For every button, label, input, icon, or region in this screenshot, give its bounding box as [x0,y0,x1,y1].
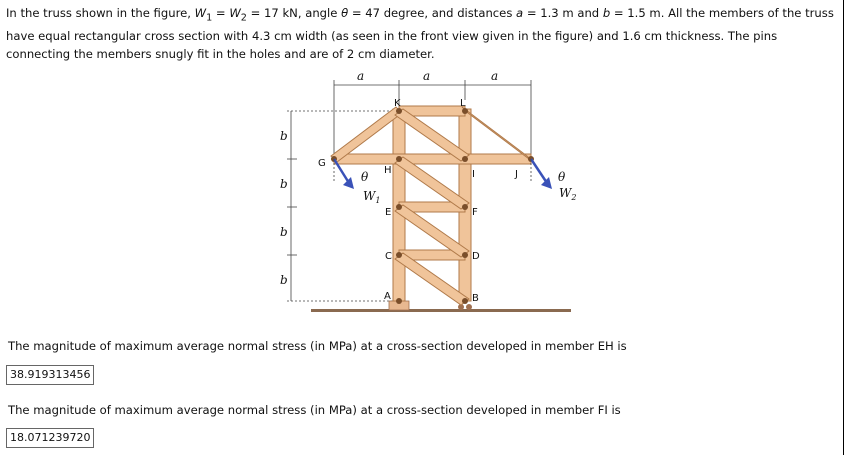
w1-subscript: 1 [206,12,213,24]
problem-statement [6,4,840,63]
member-ed [395,205,469,257]
member-cb [395,253,469,305]
problem-text: = 17 kN, angle [246,6,342,20]
theta-right: θ [558,170,566,184]
b-symbol: b [602,6,611,20]
question-fi: The magnitude of maximum average normal stress (in MPa) at a cross-section developed in member FI is [8,403,621,417]
answer-eh-field[interactable]: 38.919313456 [6,365,94,385]
node-h: H [384,165,392,176]
load-w2: $W_2$ [559,186,577,202]
problem-text: = [212,6,230,20]
problem-text: = 1.3 m and [523,6,603,20]
dim-b-4: b [280,273,288,287]
node-k: K [394,98,401,109]
node-f: F [472,207,478,218]
w1-symbol: W [194,6,207,20]
w2-subscript: 2 [240,12,247,24]
member-hf [395,157,469,209]
theta-symbol: θ [341,6,349,20]
node-i: I [472,169,475,180]
truss-diagram [271,65,582,330]
dim-a-2: a [423,69,431,83]
problem-text: In the truss shown in the figure, [6,6,195,20]
dim-a-1: a [357,69,365,83]
node-l: L [460,98,466,109]
dim-a-3: a [491,69,499,83]
dim-b-1: b [280,129,288,143]
dim-b-3: b [280,225,288,239]
a-symbol: a [516,6,524,20]
truss-members [331,106,533,305]
arrow-w1-head [343,177,354,189]
theta-left: θ [361,170,369,184]
node-g: G [318,158,326,169]
load-w1: $W_1$ [363,189,381,205]
node-e: E [385,207,392,218]
problem-text: = 1.5 m. All the members of the truss have equal rectangular cross section with 4.3 cm width (as seen in the front view given in the figure) and 1.6 cm thickness. The pins connecting the members snugly fit in the holes and are of 2 cm diameter. [6,6,834,62]
node-c: C [385,251,392,262]
node-a: A [384,291,391,302]
dim-b-2: b [280,177,288,191]
question-eh: The magnitude of maximum average normal stress (in MPa) at a cross-section developed in member EH is [8,339,627,353]
node-d: D [472,251,480,262]
truss-figure [271,65,582,330]
arrow-w2 [531,159,547,183]
node-b: B [472,293,479,304]
answer-fi-field[interactable]: 18.071239720 [6,428,94,448]
problem-text: = 47 degree, and distances [348,6,517,20]
ground [311,309,571,312]
member-kh [395,109,469,161]
arrow-w2-head [541,177,552,189]
member-gj [334,154,531,164]
node-j: J [515,169,518,180]
w2-symbol: W [229,6,241,20]
roller-b-2 [466,304,472,310]
